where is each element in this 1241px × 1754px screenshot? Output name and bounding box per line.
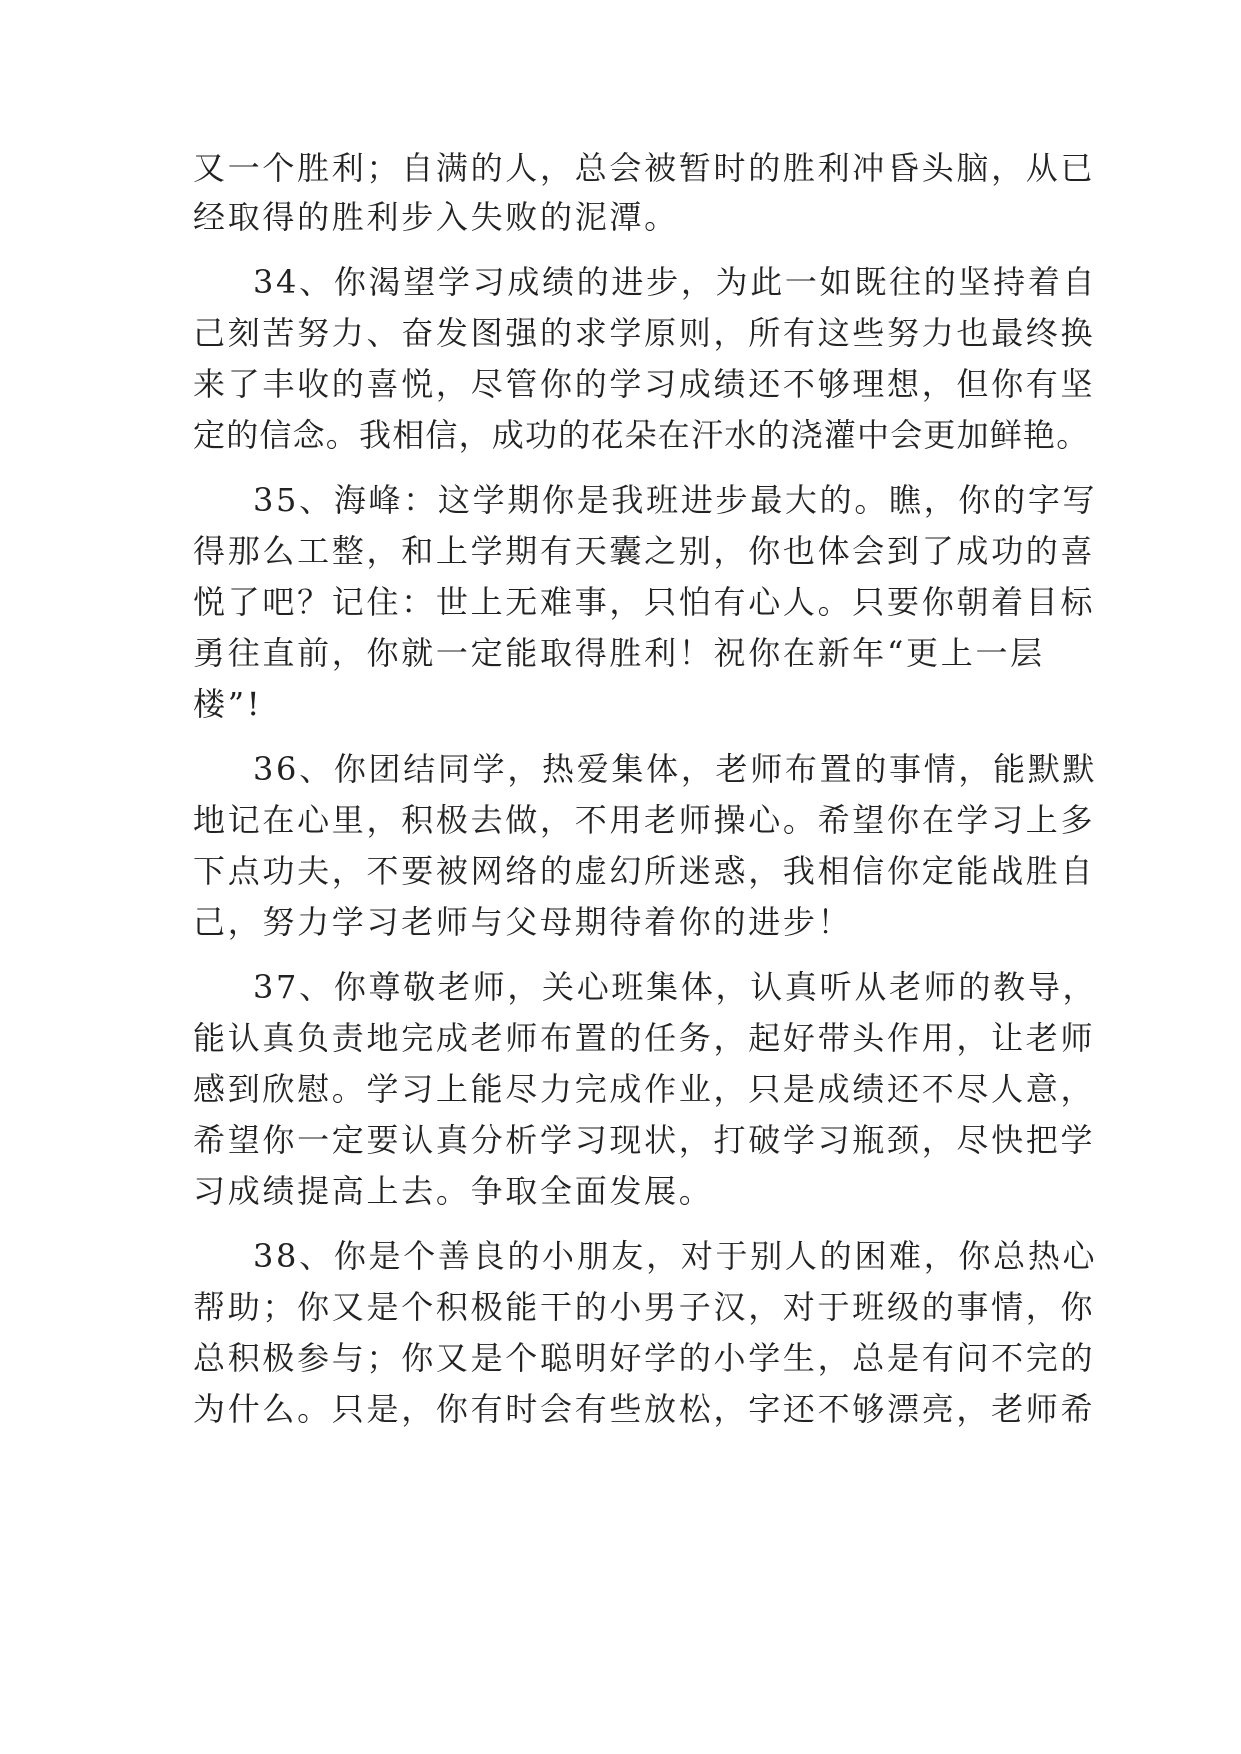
text-line: 总积极参与；你又是个聪明好学的小学生，总是有问不完的 xyxy=(193,1339,1096,1377)
text-line: 己刻苦努力、奋发图强的求学原则，所有这些努力也最终换 xyxy=(193,314,1096,352)
text-line: 定的信念。我相信，成功的花朵在汗水的浇灌中会更加鲜艳。 xyxy=(193,416,1090,454)
text-line: 能认真负责地完成老师布置的任务，起好带头作用，让老师 xyxy=(193,1019,1096,1057)
text-line: 感到欣慰。学习上能尽力完成作业，只是成绩还不尽人意， xyxy=(193,1070,1096,1108)
text-line: 帮助；你又是个积极能干的小男子汉，对于班级的事情，你 xyxy=(193,1288,1096,1326)
text-line: 下点功夫，不要被网络的虚幻所迷惑，我相信你定能战胜自 xyxy=(193,852,1096,890)
text-line: 楼”! xyxy=(193,685,263,723)
paragraph-36-start: 36、你团结同学，热爱集体，老师布置的事情，能默默 xyxy=(253,750,1098,788)
paragraph-34-start: 34、你渴望学习成绩的进步，为此一如既往的坚持着自 xyxy=(253,263,1098,301)
text-line: 勇往直前，你就一定能取得胜利！祝你在新年“更上一层 xyxy=(193,634,1045,672)
paragraph-38-start: 38、你是个善良的小朋友，对于别人的困难，你总热心 xyxy=(253,1237,1098,1275)
paragraph-37-start: 37、你尊敬老师，关心班集体，认真听从老师的教导， xyxy=(253,968,1098,1006)
text-line: 悦了吧？记住：世上无难事，只怕有心人。只要你朝着目标 xyxy=(193,583,1096,621)
paragraph-35-start: 35、海峰：这学期你是我班进步最大的。瞧，你的字写 xyxy=(253,481,1098,519)
text-line: 经取得的胜利步入失败的泥潭。 xyxy=(193,198,679,236)
text-line: 己，努力学习老师与父母期待着你的进步！ xyxy=(193,903,853,941)
text-line: 又一个胜利；自满的人，总会被暂时的胜利冲昏头脑，从已 xyxy=(193,149,1096,187)
text-line: 希望你一定要认真分析学习现状，打破学习瓶颈，尽快把学 xyxy=(193,1121,1096,1159)
text-line: 来了丰收的喜悦，尽管你的学习成绩还不够理想，但你有坚 xyxy=(193,365,1096,403)
text-line: 得那么工整，和上学期有天囊之别，你也体会到了成功的喜 xyxy=(193,532,1096,570)
text-line: 地记在心里，积极去做，不用老师操心。希望你在学习上多 xyxy=(193,801,1096,839)
text-line: 为什么。只是，你有时会有些放松，字还不够漂亮，老师希 xyxy=(193,1390,1096,1428)
text-line: 习成绩提高上去。争取全面发展。 xyxy=(193,1172,714,1210)
